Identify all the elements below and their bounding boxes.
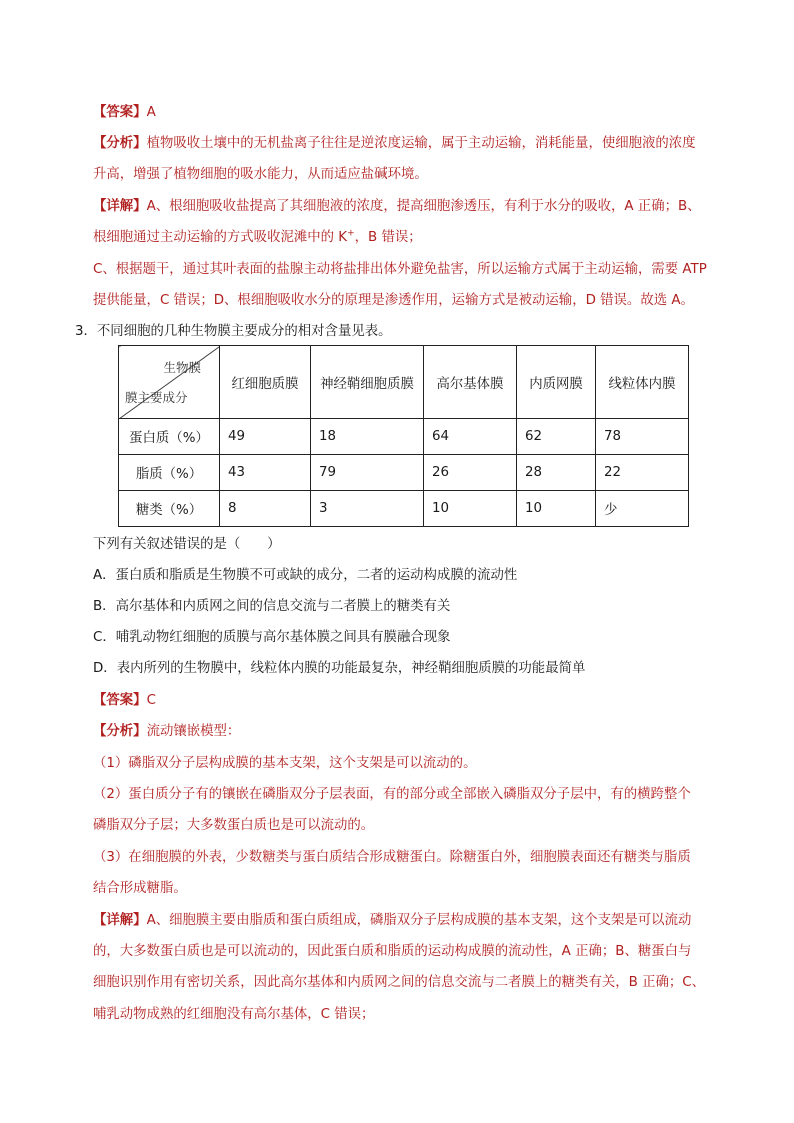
row-header: 蛋白质（%）: [119, 419, 220, 455]
detail-text: A、细胞膜主要由脂质和蛋白质组成，磷脂双分子层构成膜的基本支架，这个支架是可以流动: [146, 913, 692, 928]
table-cell: 10: [424, 491, 517, 527]
analysis-point-2-line-1: （2）蛋白质分子有的镶嵌在磷脂双分子层表面，有的部分或全部嵌入磷脂双分子层中，有的横跨整个: [93, 787, 691, 802]
answer-tag: 【答案】: [93, 693, 147, 708]
analysis-point-1: （1）磷脂双分子层构成膜的基本支架，这个支架是可以流动的。: [93, 756, 477, 771]
prev-answer-line: [93, 98, 733, 128]
table-cell: 8: [220, 491, 311, 527]
detail-tag: 【详解】: [93, 913, 147, 928]
option-b: B．高尔基体和内质网之间的信息交流与二者膜上的糖类有关: [93, 599, 451, 614]
solution-detail-line-4: 哺乳动物成熟的红细胞没有高尔基体，C 错误；: [93, 1007, 375, 1022]
question-stem: [75, 317, 715, 347]
table-corner-cell: [119, 346, 220, 419]
analysis-text: 植物吸收土壤中的无机盐离子往往是逆浓度运输，属于主动运输，消耗能量，使细胞液的浓度: [146, 136, 696, 151]
solution-analysis-line: [93, 717, 733, 747]
answer-value: A: [146, 105, 156, 120]
row-header: 脂质（%）: [119, 455, 220, 491]
table-row: [119, 455, 689, 491]
row-header: 糖类（%）: [119, 491, 220, 527]
corner-bottom-label: 膜主要成分: [125, 390, 188, 405]
detail-text-pre: 根细胞通过主动运输的方式吸收泥滩中的 K: [93, 230, 348, 245]
option-d: D．表内所列的生物膜中，线粒体内膜的功能最复杂，神经鞘细胞质膜的功能最简单: [93, 661, 586, 676]
solution-answer-line: [93, 686, 733, 716]
table-header-row: [119, 346, 689, 419]
prev-detail-line-3: C、根据题干，通过其叶表面的盐腺主动将盐排出体外避免盐害，所以运输方式属于主动运输，需要 ATP: [93, 262, 707, 277]
analysis-tag: 【分析】: [93, 136, 147, 151]
question-number: 3．: [75, 324, 97, 339]
column-header: 红细胞质膜: [220, 346, 311, 419]
table-cell: 64: [424, 419, 517, 455]
detail-text: A、根细胞吸收盐提高了其细胞液的浓度，提高细胞渗透压，有利于水分的吸收，A 正确；B、: [146, 199, 701, 214]
analysis-point-2-line-2: 磷脂双分子层；大多数蛋白质也是可以流动的。: [93, 818, 375, 833]
analysis-point-3-line-1: （3）在细胞膜的外表，少数糖类与蛋白质结合形成糖蛋白。除糖蛋白外，细胞膜表面还有糖类与脂质: [93, 850, 691, 865]
question-text: 不同细胞的几种生物膜主要成分的相对含量见表。: [96, 324, 392, 339]
table-cell: 10: [517, 491, 596, 527]
column-header: 内质网膜: [517, 346, 596, 419]
prev-detail-line-4: 提供能量，C 错误；D、根细胞吸收水分的原理是渗透作用，运输方式是被动运输，D 错误。故选 A。: [93, 293, 694, 308]
table-row: [119, 419, 689, 455]
detail-text-post: ，B 错误；: [354, 230, 422, 245]
prev-detail-line-2: [93, 223, 733, 253]
column-header: 神经鞘细胞质膜: [311, 346, 424, 419]
detail-tag: 【详解】: [93, 199, 147, 214]
column-header: 线粒体内膜: [596, 346, 689, 419]
table-cell: 22: [596, 455, 689, 491]
analysis-point-3-line-2: 结合形成糖脂。: [93, 881, 187, 896]
table-cell: 43: [220, 455, 311, 491]
solution-detail-line-2: 的，大多数蛋白质也是可以流动的，因此蛋白质和脂质的运动构成膜的流动性，A 正确；B、糖蛋白与: [93, 944, 692, 959]
table-cell: 79: [311, 455, 424, 491]
prev-analysis-line-1: [93, 129, 733, 159]
potassium-charge: +: [347, 228, 355, 239]
table-cell: 18: [311, 419, 424, 455]
question-prompt: 下列有关叙述错误的是（ ）: [93, 537, 281, 552]
table-cell: 78: [596, 419, 689, 455]
table-cell: 28: [517, 455, 596, 491]
solution-detail-line-3: 细胞识别作用有密切关系，因此高尔基体和内质网之间的信息交流与二者膜上的糖类有关，B 正确；C、: [93, 975, 705, 990]
table-cell: 少: [596, 491, 689, 527]
corner-top-label: 生物膜: [163, 360, 201, 375]
solution-detail-line-1: [93, 906, 733, 936]
table-cell: 62: [517, 419, 596, 455]
column-header: 高尔基体膜: [424, 346, 517, 419]
option-a: A．蛋白质和脂质是生物膜不可或缺的成分，二者的运动构成膜的流动性: [93, 568, 518, 583]
table-cell: 3: [311, 491, 424, 527]
membrane-composition-table: [118, 345, 689, 527]
table-row: [119, 491, 689, 527]
prev-detail-line-1: [93, 192, 733, 222]
answer-value: C: [146, 693, 156, 708]
table-cell: 26: [424, 455, 517, 491]
option-c: C．哺乳动物红细胞的质膜与高尔基体膜之间具有膜融合现象: [93, 630, 451, 645]
analysis-tag: 【分析】: [93, 724, 147, 739]
answer-tag: 【答案】: [93, 105, 147, 120]
prev-analysis-line-2: 升高，增强了植物细胞的吸水能力，从而适应盐碱环境。: [93, 167, 428, 182]
analysis-text: 流动镶嵌模型：: [146, 724, 241, 739]
table-cell: 49: [220, 419, 311, 455]
